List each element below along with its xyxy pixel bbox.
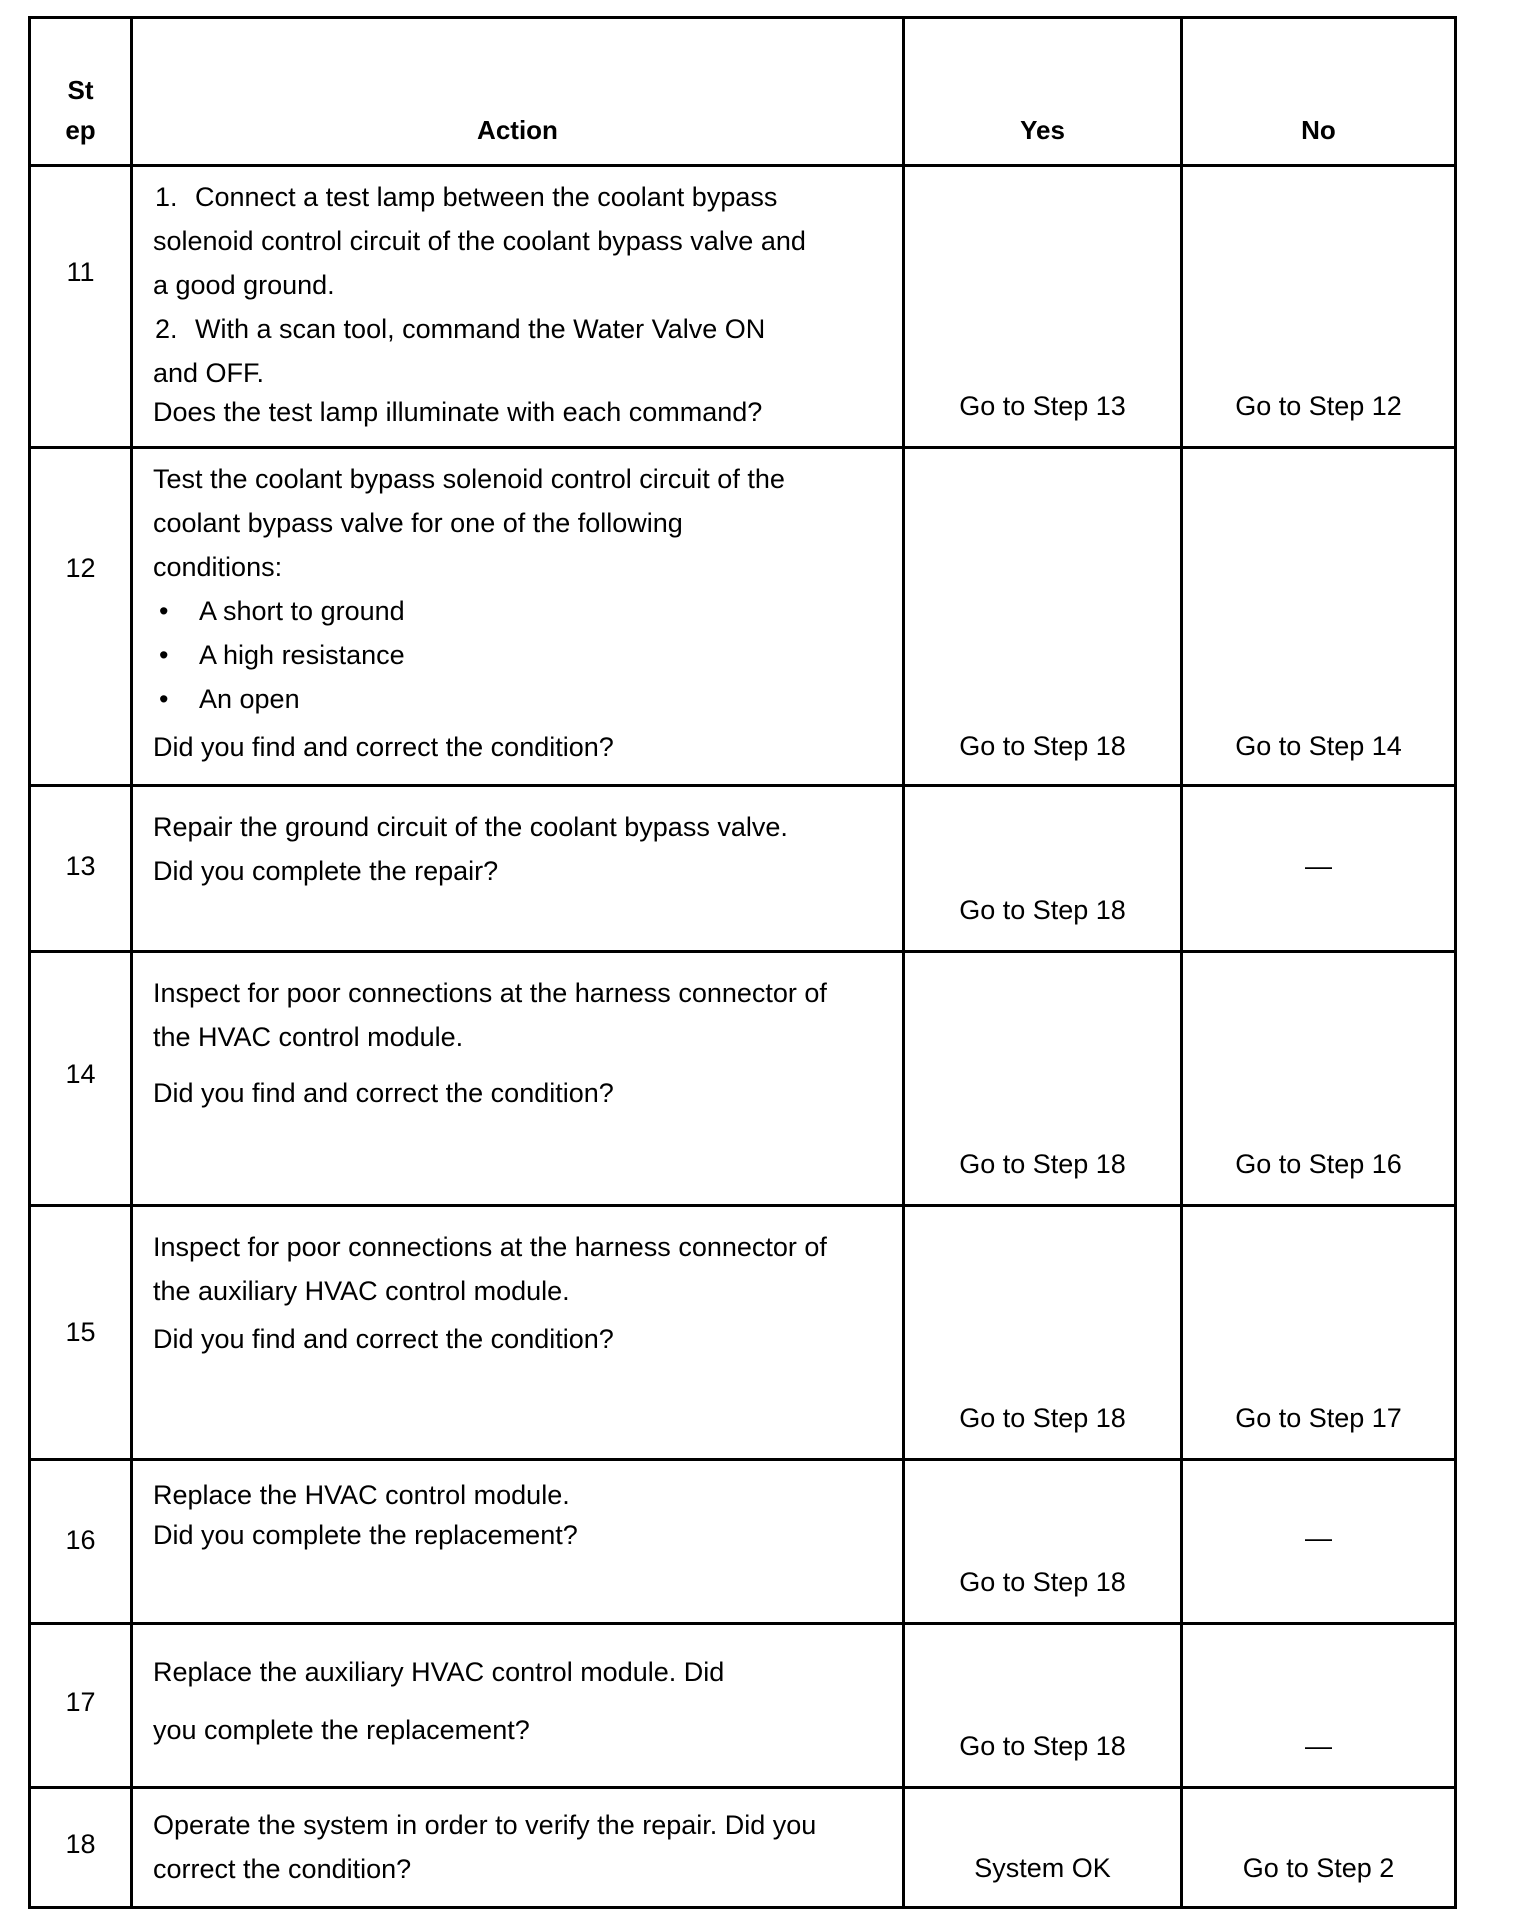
no-cell: — (1182, 786, 1456, 952)
diagnostic-steps-table (28, 16, 1457, 1909)
step-number-cell: 18 (30, 1788, 132, 1908)
yes-cell: Go to Step 18 (904, 448, 1182, 786)
header-action: Action (132, 18, 904, 166)
table-row (30, 952, 1456, 1206)
step-number-cell: 14 (30, 952, 132, 1206)
no-cell: Go to Step 2 (1182, 1788, 1456, 1908)
table-row (30, 786, 1456, 952)
yes-cell: Go to Step 18 (904, 1460, 1182, 1624)
no-cell: Go to Step 16 (1182, 952, 1456, 1206)
yes-cell: Go to Step 13 (904, 166, 1182, 448)
table-row (30, 1624, 1456, 1788)
yes-cell: Go to Step 18 (904, 786, 1182, 952)
header-row (30, 18, 1456, 166)
no-cell: Go to Step 12 (1182, 166, 1456, 448)
table-row (30, 1460, 1456, 1624)
action-cell: Operate the system in order to verify the repair. Did you correct the condition? (132, 1788, 904, 1908)
action-cell: 1. Connect a test lamp between the coolant bypass solenoid control circuit of the coolant bypass valve and a good ground. 2. With a scan tool, command the Water Valve ON and OFF. Does the test lamp illuminate with each command? (132, 166, 904, 448)
action-cell: Replace the HVAC control module. Did you complete the replacement? (132, 1460, 904, 1624)
no-cell: Go to Step 17 (1182, 1206, 1456, 1460)
header-yes: Yes (904, 18, 1182, 166)
no-cell: Go to Step 14 (1182, 448, 1456, 786)
no-cell: — (1182, 1460, 1456, 1624)
table-row (30, 448, 1456, 786)
action-cell: Inspect for poor connections at the harness connector of the auxiliary HVAC control module. Did you find and correct the condition? (132, 1206, 904, 1460)
table-row (30, 1788, 1456, 1908)
step-number-cell: 13 (30, 786, 132, 952)
yes-cell: Go to Step 18 (904, 1624, 1182, 1788)
action-cell: Repair the ground circuit of the coolant bypass valve. Did you complete the repair? (132, 786, 904, 952)
action-cell: Test the coolant bypass solenoid control circuit of the coolant bypass valve for one of the following conditions: • A short to ground • A high resistance • An open Did you find and correct the condition? (132, 448, 904, 786)
step-number-cell: 15 (30, 1206, 132, 1460)
step-number-cell: 16 (30, 1460, 132, 1624)
step-number-cell: 12 (30, 448, 132, 786)
yes-cell: System OK (904, 1788, 1182, 1908)
yes-cell: Go to Step 18 (904, 1206, 1182, 1460)
header-step-line1: St (67, 75, 94, 105)
header-step-line2: ep (65, 115, 96, 145)
step-number-cell: 11 (30, 166, 132, 448)
header-step (30, 18, 132, 166)
action-cell: Replace the auxiliary HVAC control module. Did you complete the replacement? (132, 1624, 904, 1788)
table-row (30, 166, 1456, 448)
step-number-cell: 17 (30, 1624, 132, 1788)
action-cell: Inspect for poor connections at the harness connector of the HVAC control module. Did you find and correct the condition? (132, 952, 904, 1206)
no-cell: — (1182, 1624, 1456, 1788)
header-no: No (1182, 18, 1456, 166)
table-row (30, 1206, 1456, 1460)
yes-cell: Go to Step 18 (904, 952, 1182, 1206)
